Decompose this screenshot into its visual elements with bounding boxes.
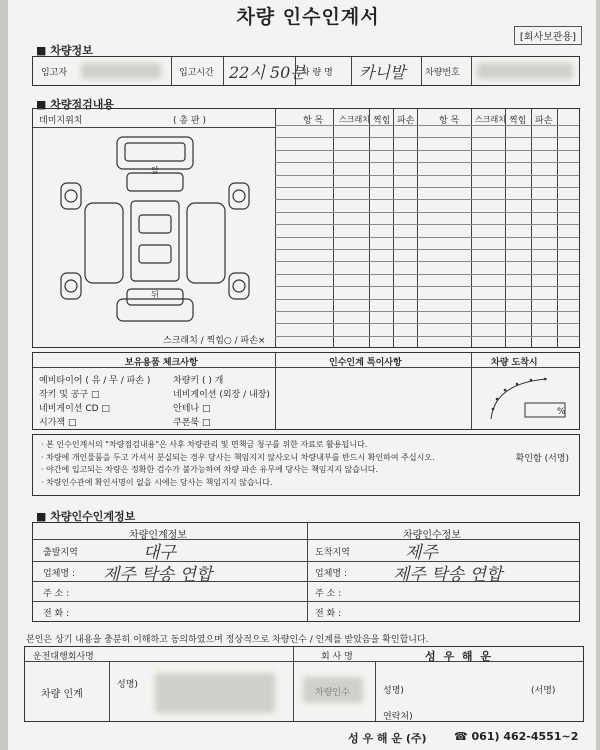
col-dent-2: 찍힘: [509, 116, 527, 126]
col-dent-1: 찍힘: [373, 116, 391, 126]
owner-redacted: [81, 63, 161, 79]
diagram-rear-label: 뒤: [151, 290, 159, 299]
company-value-in: 제주 탁송 연합: [393, 565, 503, 585]
model-label: 차 량 명: [301, 68, 333, 78]
grid-row-line: [275, 125, 579, 126]
damage-total: ( 총 판 ): [173, 116, 206, 126]
handover-heading: ■ 차량인수인계정보: [36, 508, 135, 524]
receive-sign-mark: (서명): [531, 686, 556, 696]
company-value-out: 제주 탁송 연합: [103, 565, 213, 585]
equip-right-2: 안테나 □: [173, 404, 211, 414]
col-scratch-2: 스크래치: [475, 115, 506, 124]
grid-row-line: [275, 175, 579, 176]
fuel-heading: 차량 도착시: [491, 358, 538, 368]
footer-company: 성 우 해 운 (주): [348, 732, 427, 745]
receive-name-label: 성명): [383, 686, 404, 696]
equipment-table: [32, 352, 580, 430]
handover-sign-label: 차량 인계: [41, 689, 83, 700]
depart-value: 대구: [143, 543, 176, 563]
office-use-label: [회사보관용]: [514, 26, 582, 45]
grid-row-line: [275, 137, 579, 138]
grid-row-line: [275, 187, 579, 188]
footer-phone: ☎ 061) 462-4551~2: [454, 730, 579, 743]
equip-right-1: 네비게이션 (외장 / 내장): [173, 390, 270, 400]
company-label-in: 업체명 :: [315, 569, 347, 579]
company-name-value: 성 우 해 운: [425, 650, 493, 663]
confirm-sign-label: 확인함 (서명): [515, 454, 569, 464]
equip-left-1: 작키 및 공구 □: [39, 390, 100, 400]
grid-row-line: [275, 274, 579, 275]
model-value: 카니발: [359, 63, 406, 82]
plate-label: 차량번호: [425, 68, 460, 78]
receive-sign-label: 차량인수: [315, 688, 350, 698]
car-damage-diagram: [55, 133, 255, 323]
company-label-out: 업체명 :: [43, 569, 75, 579]
note-line-3: · 차량인수관에 확인서명이 없을 시에는 당사는 책임지지 않습니다.: [41, 477, 273, 487]
arrive-value: 제주: [405, 543, 438, 563]
document-title: 차량 인수인계서: [236, 6, 380, 28]
col-scratch-1: 스크래치: [339, 115, 370, 124]
equip-right-3: 쿠폰북 □: [173, 418, 211, 428]
inspection-heading: ■ 차량점검내용: [36, 96, 114, 112]
col-broken-2: 파손: [535, 116, 553, 126]
document-page: [8, 0, 596, 750]
phone-label-out: 전 화 :: [43, 609, 70, 619]
grid-row-line: [275, 237, 579, 238]
company-name-label: 회 사 명: [321, 652, 353, 662]
time-value: 22시 50분: [229, 63, 306, 82]
grid-row-line: [275, 336, 579, 337]
grid-row-line: [275, 311, 579, 312]
special-notes-heading: 인수인계 특이사항: [329, 358, 402, 368]
diagram-front-label: 앞: [151, 166, 159, 175]
grid-row-line: [275, 199, 579, 200]
equip-left-2: 네비게이션 CD □: [39, 404, 110, 414]
carrier-label: 운전대행회사명: [33, 652, 94, 662]
grid-row-line: [275, 224, 579, 225]
out-info-heading: 차량인계정보: [129, 530, 187, 541]
note-line-1: · 차량에 개인물품을 두고 가셔서 분실되는 경우 당사는 책임지지 않사오니 차량내부를 반드시 확인하여 주십시오.: [41, 452, 435, 462]
col-broken-1: 파손: [397, 116, 415, 126]
col-item-1: 항 목: [303, 116, 324, 126]
handover-signature-redacted: [155, 673, 275, 713]
damage-legend: 스크래치 / 찍힘○ / 파손×: [163, 336, 266, 346]
arrive-label: 도착지역: [315, 548, 350, 558]
grid-row-line: [275, 150, 579, 151]
grid-row-line: [275, 299, 579, 300]
grid-row-line: [275, 261, 579, 262]
owner-label: 임고자: [41, 68, 68, 78]
address-label-out: 주 소 :: [43, 589, 70, 599]
address-label-in: 주 소 :: [315, 589, 342, 599]
inspection-table: [32, 108, 580, 348]
col-item-2: 항 목: [439, 116, 460, 126]
grid-row-line: [275, 212, 579, 213]
grid-row-line: [275, 286, 579, 287]
equipment-heading: 보유용품 체크사항: [125, 358, 198, 368]
notes-box: [32, 434, 580, 496]
depart-label: 출발지역: [43, 548, 78, 558]
plate-redacted: [477, 63, 573, 79]
fuel-unit: %: [557, 407, 566, 417]
equip-right-0: 차량키 ( ) 개: [173, 376, 224, 386]
time-label: 입고시간: [179, 68, 214, 78]
agreement-statement: 본인은 상기 내용을 충분히 이해하고 동의하였으며 정상적으로 차량인수 / 인계를 받았음을 확인합니다.: [26, 635, 429, 645]
handover-name-label: 성명): [117, 680, 138, 690]
handover-table: [32, 522, 580, 622]
note-line-0: · 본 인수인계서의 "차량점검내용"은 사후 차량관리 및 면책금 청구를 위한 자료로 활용됩니다.: [41, 440, 368, 449]
damage-label: 데미지위치: [39, 116, 83, 126]
grid-row-line: [275, 323, 579, 324]
vehicle-info-heading: ■ 차량정보: [36, 42, 93, 58]
agreement-table: [24, 646, 584, 722]
equip-left-3: 시가잭 □: [39, 418, 77, 428]
equip-left-0: 예비타이어 ( 유 / 무 / 파손 ): [39, 376, 151, 386]
vehicle-info-table: [32, 56, 580, 86]
grid-row-line: [275, 162, 579, 163]
grid-row-line: [275, 249, 579, 250]
receive-contact-label: 연락처): [383, 712, 413, 722]
note-line-2: · 야간에 입고되는 차량은 정확한 검수가 불가능하여 차량 파손 유무에 당사는 책임지지 않습니다.: [41, 465, 378, 474]
phone-label-in: 전 화 :: [315, 609, 342, 619]
in-info-heading: 차량인수정보: [403, 530, 461, 541]
